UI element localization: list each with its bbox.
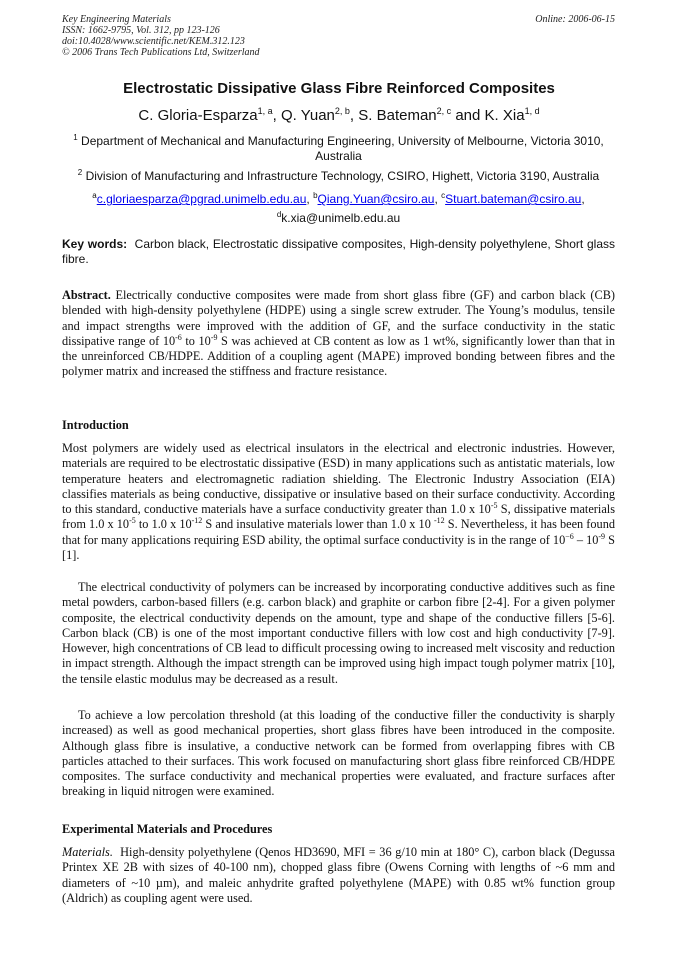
affiliation-2: $^2$ Division of Manufacturing and Infrastructure Technology, CSIRO, Highett, Victoria 3190, Australia	[77, 168, 600, 183]
author-sup: 2, c	[436, 106, 452, 116]
author-name: Q. Yuan	[280, 107, 335, 124]
introduction-paragraph-2: The electrical conductivity of polymers can be increased by incorporating conductive additives such as fine metal powders, carbon-based fillers (e.g. carbon black) and graphite or carbon fibre [2-4]. For a given polymer composite, the electrical conductivity depends on the amount, type and shape of the conductive fillers [5-6]. Carbon black (CB) is one of the most important conductive fillers with low cost and high conductivity [7-9]. However, high concentrations of CB lead to difficult processing owing to increased melt viscosity and reduction in impact strength. Although the impact strength can be improved using high impact tough polymer matrix [10], the tensile elastic modulus may be decreased as a result.	[62, 580, 615, 686]
abstract-label: Abstract.	[62, 288, 111, 302]
paper-title: Electrostatic Dissipative Glass Fibre Reinforced Composites	[123, 80, 555, 97]
issn-line: ISSN: 1662-9795, Vol. 312, pp 123-126	[62, 25, 220, 36]
journal-header	[62, 14, 615, 58]
author-name: K. Xia	[484, 107, 525, 124]
email-d: k.xia@unimelb.edu.au	[281, 211, 401, 225]
email-list: $^a$c.gloriaesparza@pgrad.unimelb.edu.au, $^b$Qiang.Yuan@csiro.au, $^c$Stuart.bateman@csiro.au, $^d$k.xia@unimelb.edu.au	[92, 191, 585, 225]
author-list: C. Gloria-Esparza$^{1, a}$, Q. Yuan$^{2, b}$, S. Bateman$^{2, c}$ and K. Xia$^{1, d}$	[138, 106, 540, 124]
author-sup: 2, b	[334, 106, 350, 116]
introduction-paragraph-1: Most polymers are widely used as electrical insulators in the electrical and electronic industries. However, materials are required to be electrostatic dissipative (ESD) in many applications such as antistatic materials, low temperature heaters and electromagnetic radiation shielding. The Electronic Industry Association (EIA) classifies materials as being conductive, dissipative or insulative based on their surface conductivity. According to this standard, conductive materials have a surface conductivity greater than 1.0 x $10^{-5}$ S, dissipative materials from 1.0 x $10^{-5}$ to 1.0 x $10^{-12}$ S and insulative materials lower than 1.0 x 10 $^{-12}$ S. Nevertheless, it has been found that for many applications requiring ESD ability, the optimal surface conductivity is in the range of $10^{-6} - 10^{-9}$ S [1].	[62, 441, 616, 563]
affiliation-1: $^1$ Department of Mechanical and Manufacturing Engineering, University of Melbourne, Victoria 3010, Australia	[73, 133, 604, 163]
section-heading-introduction: Introduction	[62, 418, 129, 432]
email-link-a[interactable]: c.gloriaesparza@pgrad.unimelb.edu.au	[96, 192, 307, 206]
keywords	[62, 237, 615, 267]
materials-paragraph: Materials. High-density polyethylene (Qenos HD3690, MFI = 36 g/10 min at 180° C), carbon black (Degussa Printex XE 2B with sizes of 40-100 nm), chopped glass fibre (Owens Corning with lengths of ~6 mm and diameters of ~10 µm), and maleic anhydrite grafted polyethylene (MAPE) with 0.85 wt% function group (Aldrich) as coupling agent were used.	[62, 845, 615, 905]
journal-name: Key Engineering Materials	[62, 14, 171, 25]
email-link-b[interactable]: Qiang.Yuan@csiro.au	[317, 192, 435, 206]
keywords-text: Carbon black, Electrostatic dissipative composites, High-density polyethylene, Short glass fibre.	[62, 237, 615, 266]
copyright-line: © 2006 Trans Tech Publications Ltd, Switzerland	[62, 47, 260, 58]
abstract: Abstract. Electrically conductive composites were made from short glass fibre (GF) and carbon black (CB) blended with high-density polyethylene (HDPE) using a single screw extruder. The Young’s modulus, tensile and impact strengths were improved with the addition of GF, and the surface conductivity in the static dissipative range of $10^{-6}$ to $10^{-9}$ S was achieved at CB content as low as 1 wt%, significantly lower than that in the unreinforced CB/HDPE. Addition of a coupling agent (MAPE) improved bonding between fibres and the polymer matrix and increased the stiffness and fracture resistance.	[62, 288, 615, 379]
online-date: Online: 2006-06-15	[535, 14, 615, 25]
materials-label: Materials.	[62, 845, 113, 859]
section-heading-experimental: Experimental Materials and Procedures	[62, 822, 273, 836]
keywords-label: Key words:	[62, 237, 128, 251]
author-sup: 1, d	[524, 106, 540, 116]
author-sup: 1, a	[257, 106, 273, 116]
email-link-c[interactable]: Stuart.bateman@csiro.au	[445, 192, 582, 206]
introduction-paragraph-3: To achieve a low percolation threshold (at this loading of the conductive filler the conductivity is sharply increased) as well as good mechanical properties, short glass fibres have been introduced in the composite. Although glass fibre is insulative, a conductive network can be formed from overlapping fibres with CB particles attached to their surfaces. This work focused on manufacturing short glass fibre reinforced CB/HDPE composites. The surface conductivity and mechanical properties were evaluated, and fracture surfaces after breaking in liquid nitrogen were examined.	[62, 708, 615, 799]
author-name: S. Bateman	[358, 107, 437, 124]
author-name: C. Gloria-Esparza	[138, 107, 258, 124]
doi-line: doi:10.4028/www.scientific.net/KEM.312.123	[62, 36, 245, 47]
